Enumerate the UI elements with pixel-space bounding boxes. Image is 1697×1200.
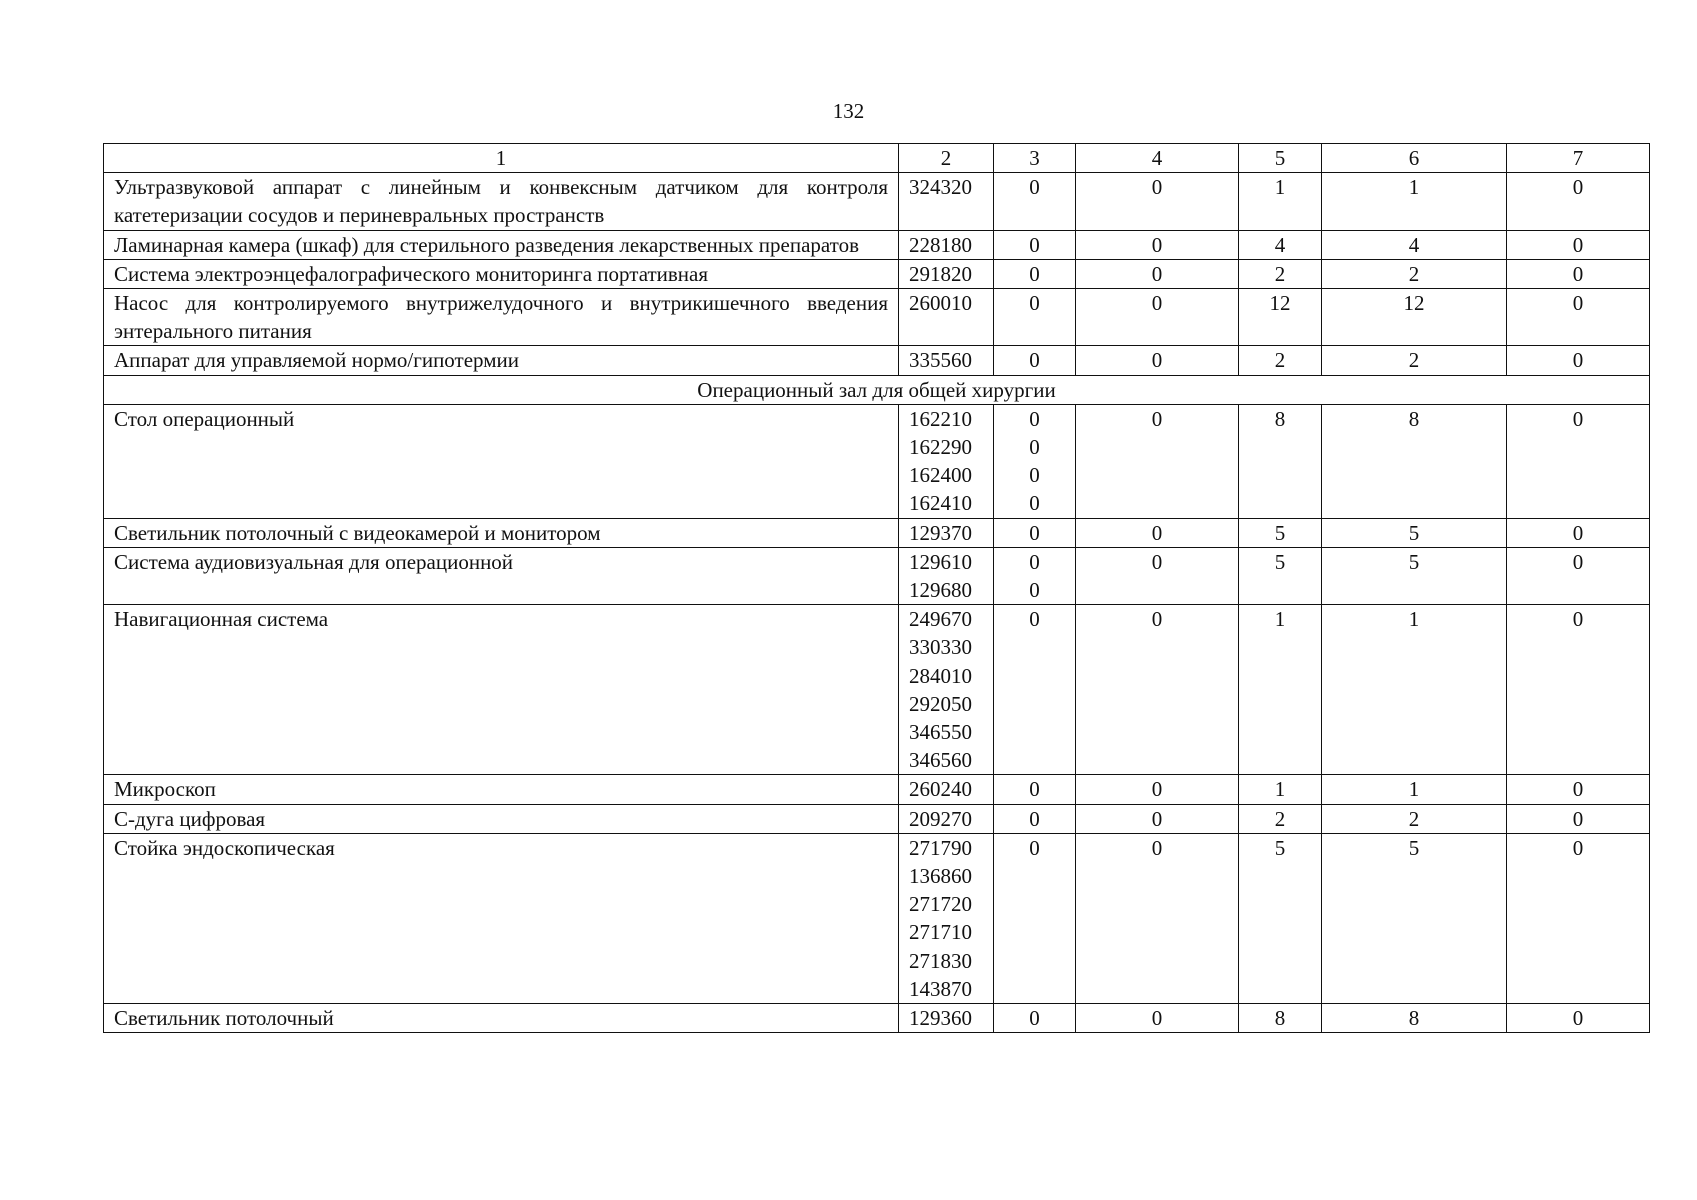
header-row [104, 144, 1650, 173]
table-row [104, 404, 1650, 518]
col4-value: 0 [1076, 289, 1239, 346]
col7-value: 0 [1507, 1004, 1650, 1033]
col6-value: 1 [1322, 605, 1507, 775]
equipment-table [103, 143, 1650, 1033]
col7-value: 0 [1507, 547, 1650, 604]
code-cell [899, 547, 994, 604]
col3-cell [994, 833, 1076, 1003]
equipment-name: Микроскоп [104, 775, 899, 804]
col3-value: 0 [1029, 607, 1040, 632]
table-row [104, 804, 1650, 833]
col4-value: 0 [1076, 833, 1239, 1003]
col3-cell [994, 289, 1076, 346]
col5-value: 8 [1239, 404, 1322, 518]
equipment-code: 129360 [909, 1006, 972, 1031]
code-cell [899, 605, 994, 775]
equipment-name: Аппарат для управляемой нормо/гипотермии [104, 346, 899, 375]
col4-value: 0 [1076, 173, 1239, 230]
col6-value: 5 [1322, 547, 1507, 604]
col5-value: 5 [1239, 833, 1322, 1003]
equipment-code: 330330 [909, 635, 972, 660]
table-body [104, 144, 1650, 1033]
header-cell: 5 [1239, 144, 1322, 173]
col5-value: 2 [1239, 346, 1322, 375]
equipment-name: Стойка эндоскопическая [104, 833, 899, 1003]
code-cell [899, 230, 994, 259]
col4-value: 0 [1076, 230, 1239, 259]
col3-value: 0 [1029, 348, 1040, 373]
col3-value: 0 [1029, 835, 1040, 860]
equipment-code: 335560 [909, 348, 972, 373]
page-number: 132 [832, 99, 865, 123]
col7-value: 0 [1507, 230, 1650, 259]
section-title: Операционный зал для общей хирургии [104, 375, 1650, 404]
col6-value: 5 [1322, 518, 1507, 547]
col6-value: 1 [1322, 775, 1507, 804]
col3-cell [994, 1004, 1076, 1033]
col3-cell [994, 518, 1076, 547]
code-cell [899, 804, 994, 833]
col5-value: 12 [1239, 289, 1322, 346]
header-cell: 6 [1322, 144, 1507, 173]
code-cell [899, 775, 994, 804]
equipment-code: 162400 [909, 463, 972, 488]
col7-value: 0 [1507, 173, 1650, 230]
col7-value: 0 [1507, 404, 1650, 518]
col7-value: 0 [1507, 605, 1650, 775]
col6-value: 12 [1322, 289, 1507, 346]
col3-cell [994, 259, 1076, 288]
col3-value: 0 [1029, 232, 1040, 257]
col6-value: 1 [1322, 173, 1507, 230]
equipment-code: 346550 [909, 720, 972, 745]
code-cell [899, 404, 994, 518]
equipment-name: Светильник потолочный [104, 1004, 899, 1033]
equipment-code: 271830 [909, 948, 972, 973]
col3-cell [994, 346, 1076, 375]
equipment-code: 209270 [909, 806, 972, 831]
equipment-name: Система электроэнцефалографического мониторинга портативная [104, 259, 899, 288]
col6-value: 2 [1322, 804, 1507, 833]
table-row [104, 518, 1650, 547]
equipment-code: 228180 [909, 232, 972, 257]
col3-value: 0 [1029, 491, 1040, 516]
col4-value: 0 [1076, 259, 1239, 288]
col6-value: 8 [1322, 404, 1507, 518]
col6-value: 2 [1322, 259, 1507, 288]
col5-value: 5 [1239, 547, 1322, 604]
col5-value: 1 [1239, 605, 1322, 775]
col7-value: 0 [1507, 346, 1650, 375]
col3-cell [994, 173, 1076, 230]
col4-value: 0 [1076, 518, 1239, 547]
code-cell [899, 1004, 994, 1033]
col4-value: 0 [1076, 605, 1239, 775]
col6-value: 8 [1322, 1004, 1507, 1033]
col5-value: 2 [1239, 804, 1322, 833]
table-row [104, 547, 1650, 604]
col3-value: 0 [1029, 806, 1040, 831]
equipment-name: Стол операционный [104, 404, 899, 518]
table-row [104, 833, 1650, 1003]
col3-value: 0 [1029, 578, 1040, 603]
col3-value: 0 [1029, 549, 1040, 574]
col4-value: 0 [1076, 804, 1239, 833]
col3-value: 0 [1029, 463, 1040, 488]
header-cell: 1 [104, 144, 899, 173]
table-row [104, 173, 1650, 230]
equipment-code: 271790 [909, 835, 972, 860]
col4-value: 0 [1076, 346, 1239, 375]
code-cell [899, 346, 994, 375]
header-cell: 7 [1507, 144, 1650, 173]
col4-value: 0 [1076, 1004, 1239, 1033]
table-row [104, 775, 1650, 804]
header-cell: 3 [994, 144, 1076, 173]
col5-value: 4 [1239, 230, 1322, 259]
table-row [104, 1004, 1650, 1033]
equipment-code: 284010 [909, 663, 972, 688]
equipment-code: 271720 [909, 892, 972, 917]
col7-value: 0 [1507, 833, 1650, 1003]
equipment-code: 346560 [909, 748, 972, 773]
equipment-code: 291820 [909, 261, 972, 286]
header-cell: 4 [1076, 144, 1239, 173]
table-row [104, 346, 1650, 375]
table-row [104, 230, 1650, 259]
code-cell [899, 833, 994, 1003]
col3-value: 0 [1029, 435, 1040, 460]
col3-cell [994, 775, 1076, 804]
table-row [104, 605, 1650, 775]
col3-cell [994, 404, 1076, 518]
col5-value: 1 [1239, 173, 1322, 230]
col7-value: 0 [1507, 289, 1650, 346]
equipment-name: Система аудиовизуальная для операционной [104, 547, 899, 604]
col3-cell [994, 605, 1076, 775]
col3-value: 0 [1029, 520, 1040, 545]
col6-value: 4 [1322, 230, 1507, 259]
equipment-name: Навигационная система [104, 605, 899, 775]
code-cell [899, 518, 994, 547]
col5-value: 2 [1239, 259, 1322, 288]
col5-value: 8 [1239, 1004, 1322, 1033]
col7-value: 0 [1507, 259, 1650, 288]
equipment-code: 271710 [909, 920, 972, 945]
equipment-code: 162210 [909, 406, 972, 431]
col4-value: 0 [1076, 775, 1239, 804]
col3-value: 0 [1029, 406, 1040, 431]
equipment-code: 136860 [909, 864, 972, 889]
equipment-code: 129370 [909, 520, 972, 545]
equipment-code: 129610 [909, 549, 972, 574]
col6-value: 5 [1322, 833, 1507, 1003]
equipment-code: 162410 [909, 491, 972, 516]
col5-value: 5 [1239, 518, 1322, 547]
code-cell [899, 173, 994, 230]
code-cell [899, 259, 994, 288]
equipment-code: 249670 [909, 607, 972, 632]
col3-cell [994, 547, 1076, 604]
col7-value: 0 [1507, 775, 1650, 804]
equipment-name: Насос для контролируемого внутрижелудочного и внутрикишечного введения энтерального питания [104, 289, 899, 346]
header-cell: 2 [899, 144, 994, 173]
equipment-name: Светильник потолочный с видеокамерой и монитором [104, 518, 899, 547]
col3-value: 0 [1029, 175, 1040, 200]
col3-value: 0 [1029, 1006, 1040, 1031]
code-cell [899, 289, 994, 346]
section-row [104, 375, 1650, 404]
equipment-code: 129680 [909, 578, 972, 603]
equipment-code: 324320 [909, 175, 972, 200]
col3-value: 0 [1029, 291, 1040, 316]
col4-value: 0 [1076, 547, 1239, 604]
col6-value: 2 [1322, 346, 1507, 375]
col3-cell [994, 804, 1076, 833]
col3-cell [994, 230, 1076, 259]
equipment-name: Ультразвуковой аппарат с линейным и конвексным датчиком для контроля катетеризации сосудов и периневральных пространств [104, 173, 899, 230]
equipment-code: 260010 [909, 291, 972, 316]
equipment-code: 143870 [909, 976, 972, 1001]
col3-value: 0 [1029, 777, 1040, 802]
col7-value: 0 [1507, 804, 1650, 833]
equipment-code: 292050 [909, 691, 972, 716]
equipment-name: Ламинарная камера (шкаф) для стерильного разведения лекарственных препаратов [104, 230, 899, 259]
col5-value: 1 [1239, 775, 1322, 804]
col7-value: 0 [1507, 518, 1650, 547]
equipment-code: 260240 [909, 777, 972, 802]
equipment-name: С-дуга цифровая [104, 804, 899, 833]
table-row [104, 259, 1650, 288]
equipment-code: 162290 [909, 435, 972, 460]
col4-value: 0 [1076, 404, 1239, 518]
table-row [104, 289, 1650, 346]
col3-value: 0 [1029, 261, 1040, 286]
